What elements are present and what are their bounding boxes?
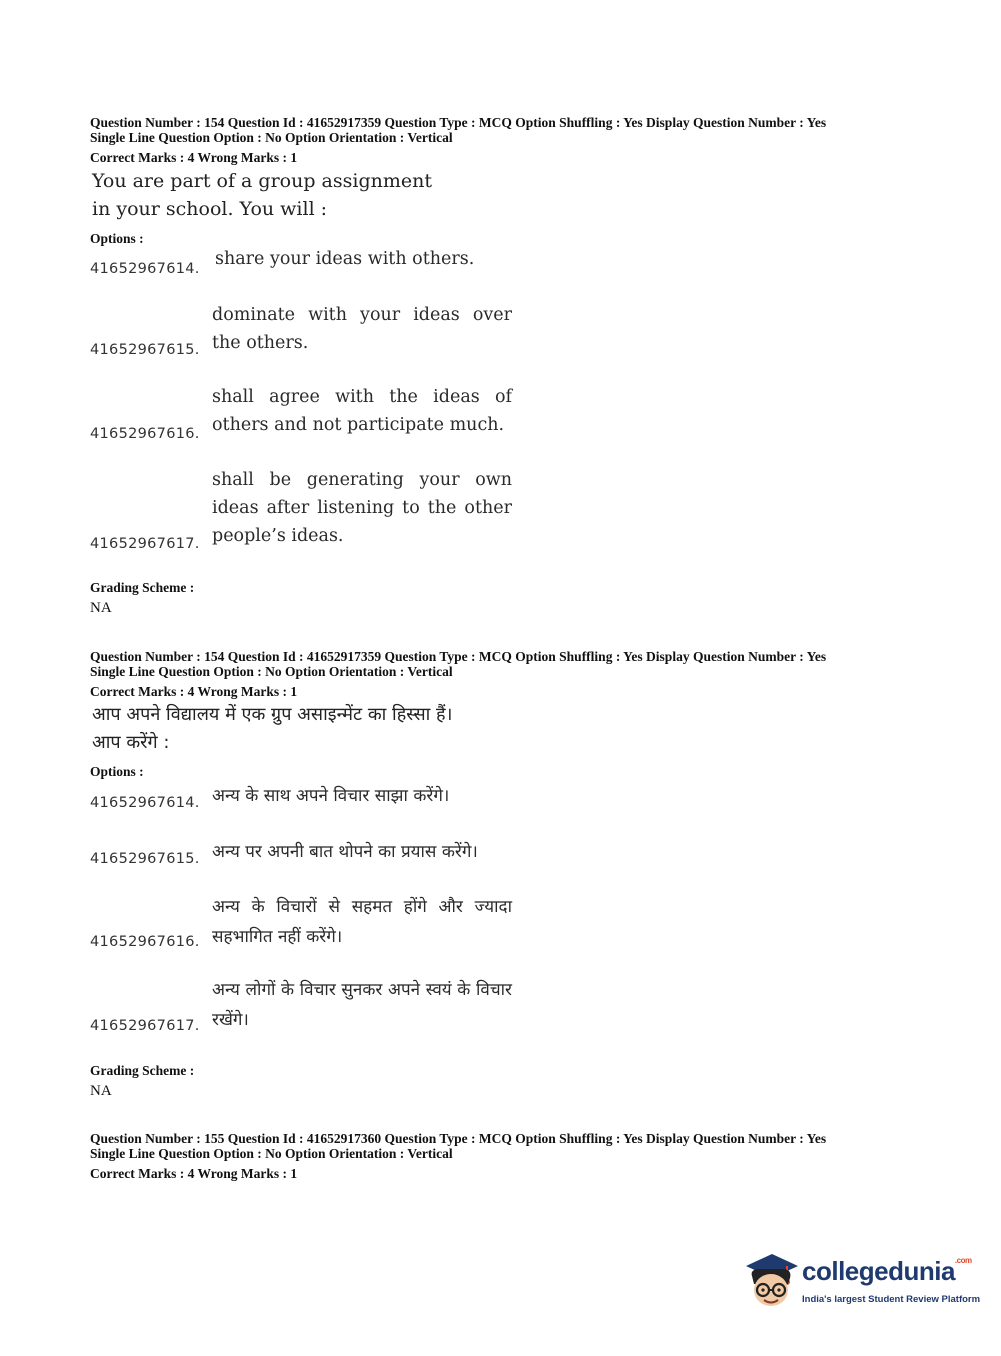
option-text: अन्य के विचारों से सहमत होंगे और ज्यादा सहभागित नहीं करेंगे। <box>212 897 512 947</box>
grading-scheme-value: NA <box>90 600 112 616</box>
question-meta-line1: Question Number : 155 Question Id : 41652917360 Question Type : MCQ Option Shuffling : Yes Display Question Number : Yes <box>90 1131 827 1146</box>
option-text: share your ideas with others. <box>215 249 475 269</box>
option-id: 41652967617. <box>90 536 200 552</box>
option-id: 41652967616. <box>90 426 200 442</box>
question-text: You are part of a group assignment in your school. You will : <box>92 170 432 220</box>
logo-name-text: collegedunia <box>802 1256 955 1286</box>
option-id: 41652967616. <box>90 934 200 950</box>
options-label: Options : <box>90 764 144 779</box>
option-text: dominate with your ideas over the others. <box>212 305 512 353</box>
grading-scheme-value: NA <box>90 1083 112 1099</box>
question-marks: Correct Marks : 4 Wrong Marks : 1 <box>90 1166 298 1181</box>
collegedunia-logo <box>742 1250 981 1320</box>
option-text: अन्य के साथ अपने विचार साझा करेंगे। <box>212 786 450 806</box>
logo-tagline: India's largest Student Review Platform <box>802 1294 981 1305</box>
option-id: 41652967617. <box>90 1018 200 1034</box>
option-id: 41652967614. <box>90 795 200 811</box>
grading-scheme-label: Grading Scheme : <box>90 580 195 595</box>
options-label: Options : <box>90 231 144 246</box>
question-marks: Correct Marks : 4 Wrong Marks : 1 <box>90 150 298 165</box>
question-marks: Correct Marks : 4 Wrong Marks : 1 <box>90 684 298 699</box>
question-meta-line2: Single Line Question Option : No Option Orientation : Vertical <box>90 1146 453 1161</box>
option-id: 41652967615. <box>90 851 200 867</box>
option-id: 41652967615. <box>90 342 200 358</box>
option-text: अन्य पर अपनी बात थोपने का प्रयास करेंगे। <box>212 842 478 862</box>
option-text: shall agree with the ideas of others and not participate much. <box>212 387 512 435</box>
option-text: अन्य लोगों के विचार सुनकर अपने स्वयं के विचार रखेंगे। <box>212 980 512 1030</box>
question-meta-line1: Question Number : 154 Question Id : 41652917359 Question Type : MCQ Option Shuffling : Yes Display Question Number : Yes <box>90 115 827 130</box>
question-text: आप अपने विद्यालय में एक ग्रुप असाइन्मेंट का हिस्सा हैं। आप करेंगे : <box>92 704 453 753</box>
option-id: 41652967614. <box>90 261 200 277</box>
mascot-icon <box>742 1250 800 1312</box>
logo-name <box>802 1256 972 1287</box>
question-meta-line2: Single Line Question Option : No Option Orientation : Vertical <box>90 130 453 145</box>
question-meta-line1: Question Number : 154 Question Id : 41652917359 Question Type : MCQ Option Shuffling : Yes Display Question Number : Yes <box>90 649 827 664</box>
grading-scheme-label: Grading Scheme : <box>90 1063 195 1078</box>
question-meta-line2: Single Line Question Option : No Option Orientation : Vertical <box>90 664 453 679</box>
logo-suffix: .com <box>954 1256 972 1265</box>
option-text: shall be generating your own ideas after listening to the other people’s ideas. <box>212 470 512 546</box>
